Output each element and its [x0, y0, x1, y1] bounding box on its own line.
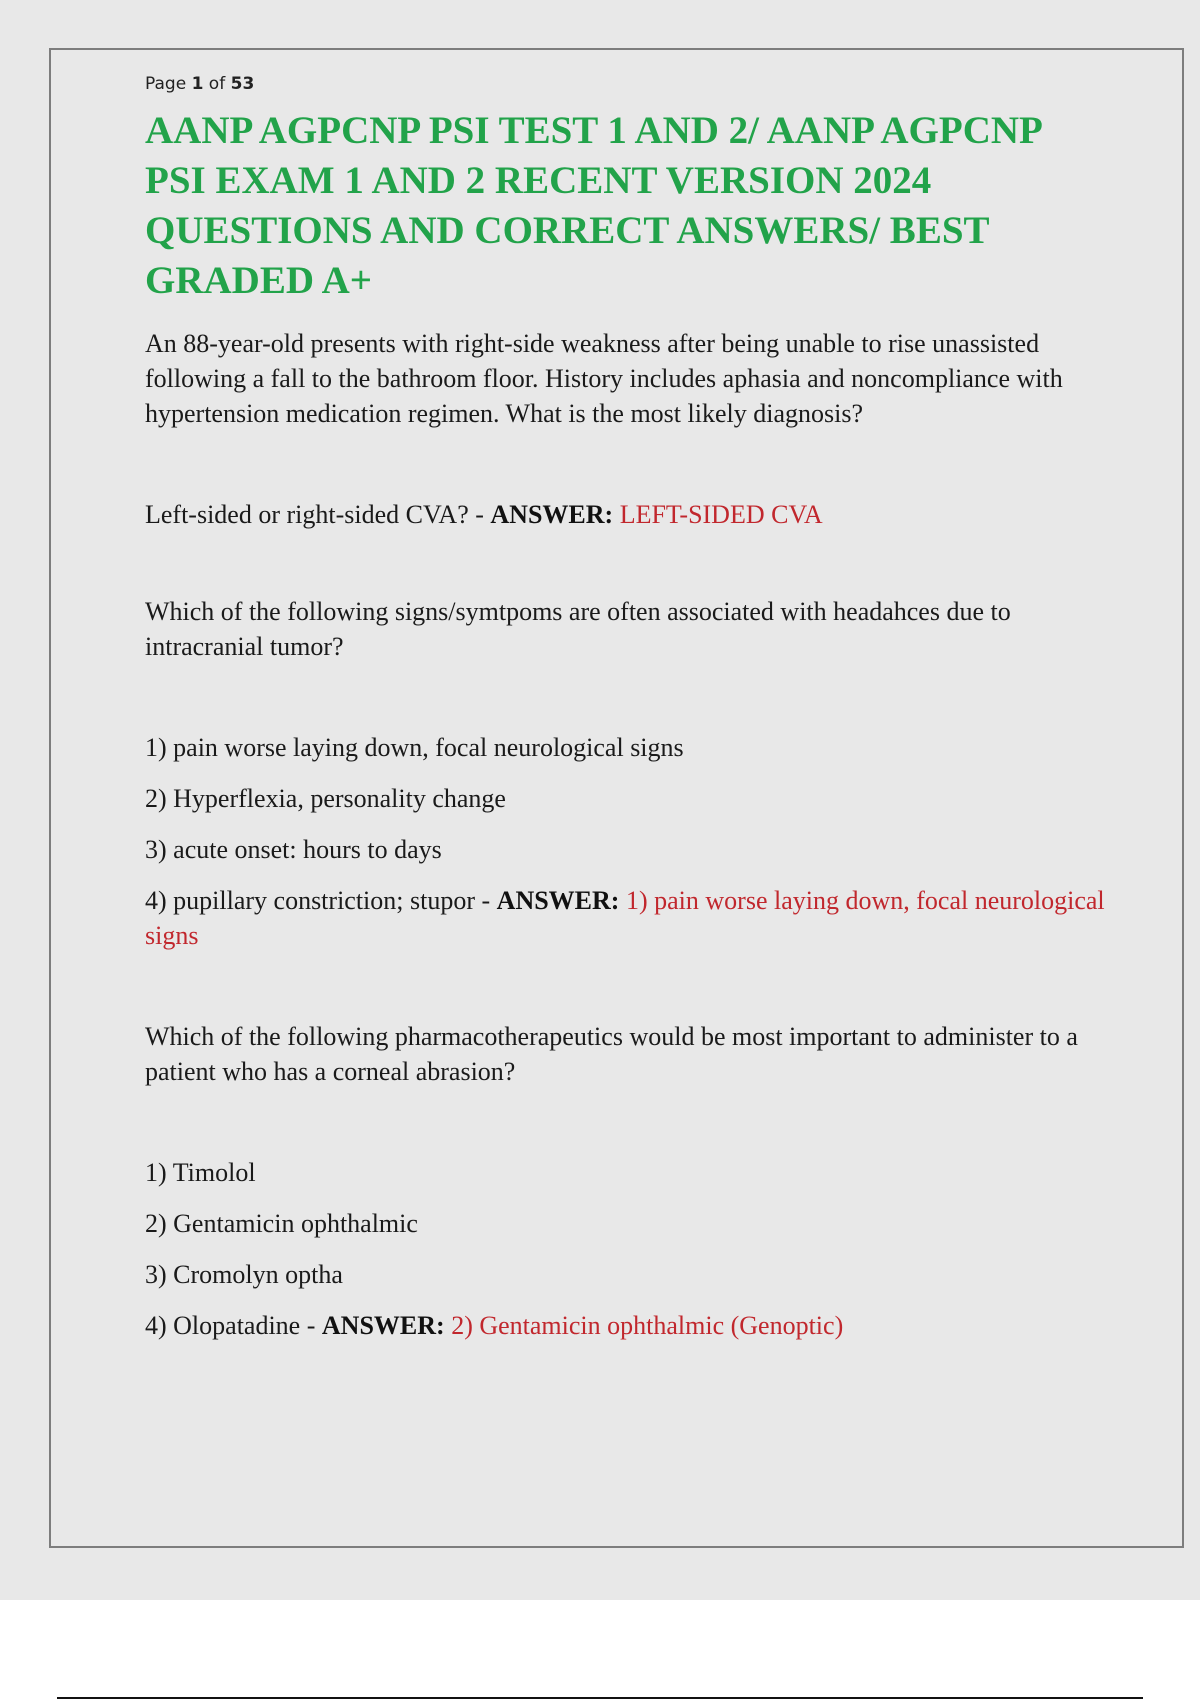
q2-answer-label: ANSWER: [496, 886, 620, 915]
q2-answer: 1) pain worse laying down, focal neurological signs [145, 886, 1105, 950]
q3-option-1: 1) Timolol [145, 1158, 256, 1187]
q1-stem: An 88-year-old presents with right-side weakness after being unable to rise unassisted following a fall to the bathroom floor. History includes aphasia and noncompliance with hypertension medication regimen. What is the most likely diagnosis? [145, 329, 1063, 428]
q1-answer: LEFT-SIDED CVA [619, 500, 823, 529]
q3-answer: 2) Gentamicin ophthalmic (Genoptic) [451, 1311, 844, 1340]
page-number-sep: of [203, 74, 231, 94]
q3-option-4-answer-line [145, 1308, 1105, 1343]
page-number-total: 53 [230, 74, 255, 94]
q3-answer-label: ANSWER: [321, 1311, 445, 1340]
q2-option-3: 3) acute onset: hours to days [145, 835, 442, 864]
page-number-current: 1 [191, 74, 204, 94]
q3-option-3: 3) Cromolyn optha [145, 1260, 343, 1289]
q1-line: Left-sided or right-sided CVA? - [145, 500, 491, 529]
q3-option-2: 2) Gentamicin ophthalmic [145, 1209, 418, 1238]
bottom-divider [57, 1697, 1143, 1699]
q2-option-1: 1) pain worse laying down, focal neurological signs [145, 733, 684, 762]
document-title: AANP AGPCNP PSI TEST 1 AND 2/ AANP AGPCNP PSI EXAM 1 AND 2 RECENT VERSION 2024 QUESTIONS AND CORRECT ANSWERS/ BEST GRADED A+ [145, 109, 1041, 302]
q2-option-4-answer-line [145, 883, 1105, 953]
q2-option-2: 2) Hyperflexia, personality change [145, 784, 506, 813]
q3-option-4: 4) Olopatadine - [145, 1311, 322, 1340]
q3-stem: Which of the following pharmacotherapeutics would be most important to administer to a patient who has a corneal abrasion? [145, 1022, 1078, 1086]
q2-option-4: 4) pupillary constriction; stupor - [145, 886, 497, 915]
page-number [145, 74, 1105, 106]
page-number-prefix: Page [145, 74, 192, 94]
q2-stem: Which of the following signs/symtpoms are often associated with headahces due to intracranial tumor? [145, 597, 1011, 661]
q1-answer-label: ANSWER: [490, 500, 614, 529]
page-content [145, 70, 1105, 1343]
q1-answer-line [145, 497, 1105, 532]
